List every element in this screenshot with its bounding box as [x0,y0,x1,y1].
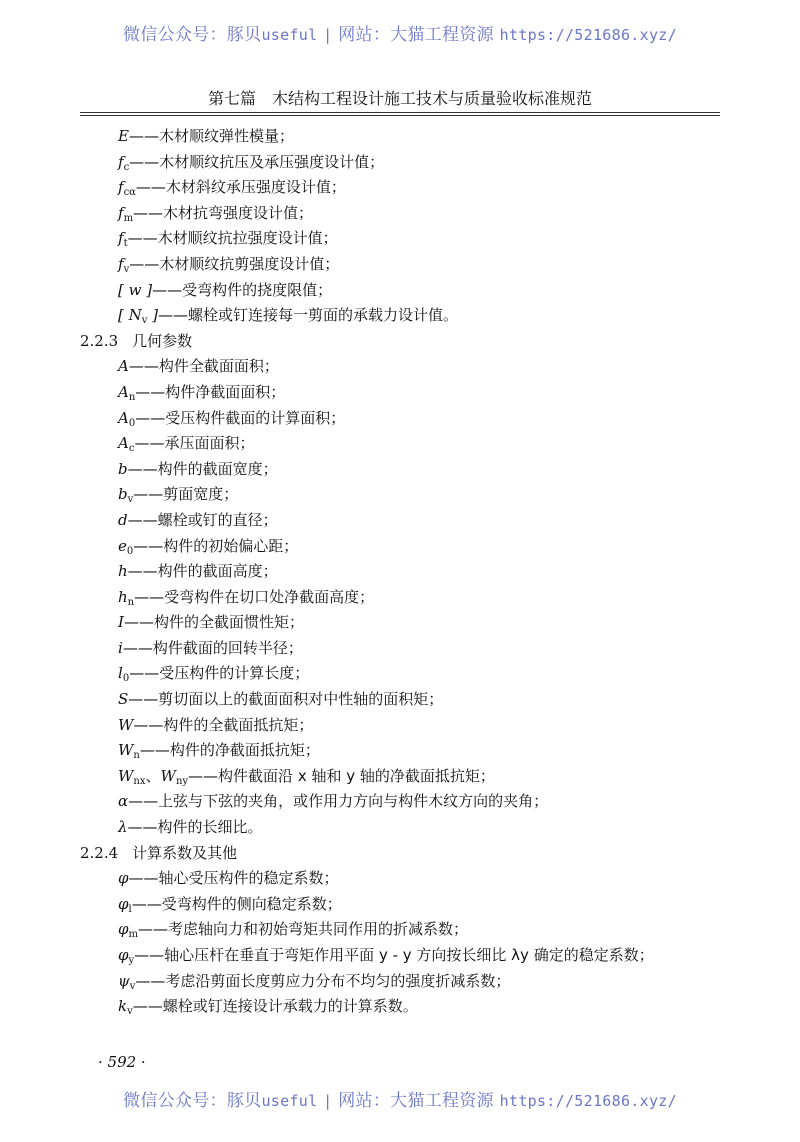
symbol-definition [80,585,720,611]
symbol-base: f [118,152,124,171]
symbol-definition [80,687,720,713]
symbol-base: ψ [118,971,130,990]
symbol-definition [80,380,720,406]
symbol [118,409,135,427]
symbol [118,204,133,222]
symbol-base: f [118,178,124,197]
symbol [118,357,129,375]
symbol-subscript: n [127,596,135,608]
symbol [118,741,140,762]
watermark-separator: | [323,1092,333,1110]
definition-text: ——上弦与下弦的夹角，或作用力方向与构件木纹方向的夹角； [128,792,549,811]
symbol-definition [80,738,720,764]
symbol-subscript: v [127,1006,133,1018]
symbol [118,664,130,685]
symbol [118,588,134,606]
definition-text: ——螺栓或钉连接每一剪面的承载力设计值。 [158,306,459,325]
watermark-prefix: 微信公众号：豚贝 [123,25,262,45]
symbol-base: b [118,459,128,478]
symbol [118,281,152,299]
document-body [80,124,720,1020]
symbol-subscript: m [128,929,138,941]
symbol-subscript: 0 [122,673,130,685]
symbol-definition [80,354,720,380]
symbol-definition [80,917,720,943]
symbol-base: A [118,408,129,427]
symbol [118,920,138,941]
symbol-base: α [118,792,129,811]
symbol-subscript: c [128,443,135,455]
watermark-url: https://521686.xyz/ [499,26,677,44]
symbol [118,869,129,887]
definition-text: ——构件的净截面抵抗矩； [139,741,320,760]
symbol-separator: 、 [145,766,161,785]
definition-text: ——构件的截面宽度； [127,459,278,478]
symbol-definition [80,534,720,560]
symbol-base: i [118,638,123,657]
watermark-site-label: 网站：大猫工程资源 [338,1091,494,1111]
symbol-definition [80,252,720,278]
symbol [118,792,128,810]
symbol [118,537,133,555]
symbol-subscript: l [128,903,132,915]
symbol-definition [80,713,720,739]
definition-text: ——受弯构件的侧向稳定系数； [131,894,342,913]
symbol-definition [80,994,720,1020]
symbol [118,716,133,734]
symbol-base: h [118,587,128,606]
watermark-brand: useful [261,26,318,44]
definition-text: ——构件截面沿 x 轴和 y 轴的净截面抵抗矩； [188,766,495,785]
symbol-subscript: ny [175,775,189,787]
watermark-brand: useful [261,1092,318,1110]
symbol [118,127,129,145]
symbol [118,306,159,327]
symbol [118,997,133,1018]
section-title: 计算系数及其他 [132,843,238,862]
symbol-base: [ w ] [118,280,153,299]
watermark-bottom [0,1086,800,1111]
symbol-base: b [118,485,128,504]
symbol-definition [80,482,720,508]
symbol-subscript: cα [123,187,136,199]
definition-text: ——轴心压杆在垂直于弯矩作用平面 y - y 方向按长细比 λy 确定的稳定系数； [134,946,654,964]
definition-text: ——剪切面以上的截面面积对中性轴的面积矩； [128,690,444,709]
symbol-base: l [118,664,123,683]
definition-text: ——受压构件的计算长度； [129,664,310,683]
header-rule-top [80,112,720,113]
symbol [118,178,136,199]
definition-text: ——木材顺纹弹性模量； [128,127,294,145]
definition-text: ——受压构件截面的计算面积； [135,408,346,427]
definition-text: ——考虑沿剪面长度剪应力分布不均匀的强度折减系数； [135,971,511,990]
watermark-top [0,20,800,45]
symbol-subscript: c [123,161,130,173]
definition-text: ——木材顺纹抗剪强度设计值； [129,254,340,273]
symbol-base: k [118,997,128,1016]
symbol-subscript: t [123,238,128,250]
symbol-subscript: v [123,263,130,275]
symbol [118,511,128,529]
symbol-definition [80,457,720,483]
page-number: · 592 · [98,1053,146,1071]
symbol [118,946,134,964]
symbol-subscript: y [128,955,135,966]
symbol-base: I [118,613,124,632]
section-number: 2.2.4 [80,843,119,862]
symbol-definition [80,278,720,304]
symbol-subscript: n [133,750,140,762]
watermark-url: https://521686.xyz/ [499,1092,677,1110]
symbol [118,767,188,785]
symbol [118,818,128,836]
definition-text: ——受弯构件在切口处净截面高度； [134,587,375,606]
symbol-subscript: m [123,212,134,224]
symbol-definition [80,303,720,329]
symbol-base: A [118,434,129,453]
symbol-base: h [118,562,128,581]
watermark-separator: | [323,26,333,44]
symbol-base: φ [118,894,129,913]
symbol-base: S [118,690,129,709]
symbol [118,229,128,250]
definition-text: ——木材斜纹承压强度设计值； [135,178,346,197]
symbol-base: f [118,203,124,222]
symbol-definition [80,866,720,892]
symbol-base: e [118,536,127,555]
symbol-subscript: v [127,494,134,506]
symbol [118,972,135,990]
definition-text: ——剪面宽度； [133,485,239,504]
symbol-base: A [118,357,129,376]
symbol [118,895,132,913]
definition-text: ——木材顺纹抗压及承压强度设计值； [129,152,385,171]
symbol-base: f [118,254,124,273]
symbol-definition [80,150,720,176]
symbol-subscript: v [141,315,148,327]
symbol [118,485,134,506]
definition-text: ——构件净截面面积； [135,382,286,401]
section-heading [80,841,720,867]
symbol-definition [80,661,720,687]
symbol-definition [80,431,720,457]
symbol-base: W [118,766,134,785]
symbol [118,460,128,478]
symbol-base: E [118,127,129,145]
definition-text: ——螺栓或钉连接设计承载力的计算系数。 [132,997,418,1016]
definition-text: ——构件全截面面积； [128,357,279,376]
definition-text: ——承压面面积； [134,434,255,453]
symbol-base: φ [118,920,129,939]
symbol-bracket: ] [147,306,159,325]
definition-text: ——构件截面的回转半径； [122,638,303,657]
definition-text: ——构件的全截面惯性矩； [123,613,304,632]
symbol-definition [80,175,720,201]
definition-text: ——轴心受压构件的稳定系数； [128,869,339,888]
symbol-definition [80,789,720,815]
section-number: 2.2.3 [80,331,119,350]
symbol-definition [80,508,720,534]
symbol-definition [80,969,720,995]
symbol [118,562,128,580]
symbol-definition [80,406,720,432]
symbol-base: φ [118,946,129,964]
symbol-base: φ [118,869,129,888]
symbol-definition [80,815,720,841]
symbol-base: [ N [118,306,142,325]
symbol-base: λ [118,818,128,837]
symbol-base: W [118,715,134,734]
symbol-definition [80,636,720,662]
definition-text: ——木材抗弯强度设计值； [133,203,314,222]
symbol [118,434,135,455]
symbol-definition [80,124,720,150]
symbol-definition [80,559,720,585]
page-header: 第七篇 木结构工程设计施工技术与质量验收标准规范 [207,89,592,108]
symbol [118,255,129,273]
section-heading [80,329,720,355]
symbol-definition [80,201,720,227]
symbol-subscript: v [129,980,136,992]
definition-text: ——螺栓或钉的直径； [127,510,278,529]
symbol-base: d [118,510,128,529]
symbol-base: W [118,741,134,760]
symbol [118,383,135,401]
section-title: 几何参数 [132,331,193,350]
header-rule-bottom [80,115,720,116]
symbol [118,153,129,171]
symbol-definition [80,764,720,790]
symbol-definition [80,892,720,918]
definition-text: ——构件的全截面抵抗矩； [133,715,314,734]
symbol-subscript: nx [133,775,146,787]
symbol-subscript: n [128,391,136,403]
symbol-definition [80,226,720,252]
watermark-prefix: 微信公众号：豚贝 [123,1091,262,1111]
definition-text: ——构件的长细比。 [127,818,263,837]
definition-text: ——木材顺纹抗拉强度设计值； [127,229,338,248]
symbol-base: f [118,229,124,248]
definition-text: ——受弯构件的挠度限值； [152,280,333,299]
symbol-base: A [118,382,129,401]
symbol-definition [80,610,720,636]
symbol-subscript: 0 [128,417,136,429]
symbol [118,690,128,708]
definition-text: ——构件的初始偏心距； [133,536,299,555]
symbol-subscript: 0 [126,545,134,557]
definition-text: ——考虑轴向力和初始弯矩共同作用的折减系数； [138,920,469,939]
watermark-site-label: 网站：大猫工程资源 [338,25,494,45]
symbol-base: W [160,766,176,785]
symbol-definition [80,943,720,969]
definition-text: ——构件的截面高度； [127,562,278,581]
